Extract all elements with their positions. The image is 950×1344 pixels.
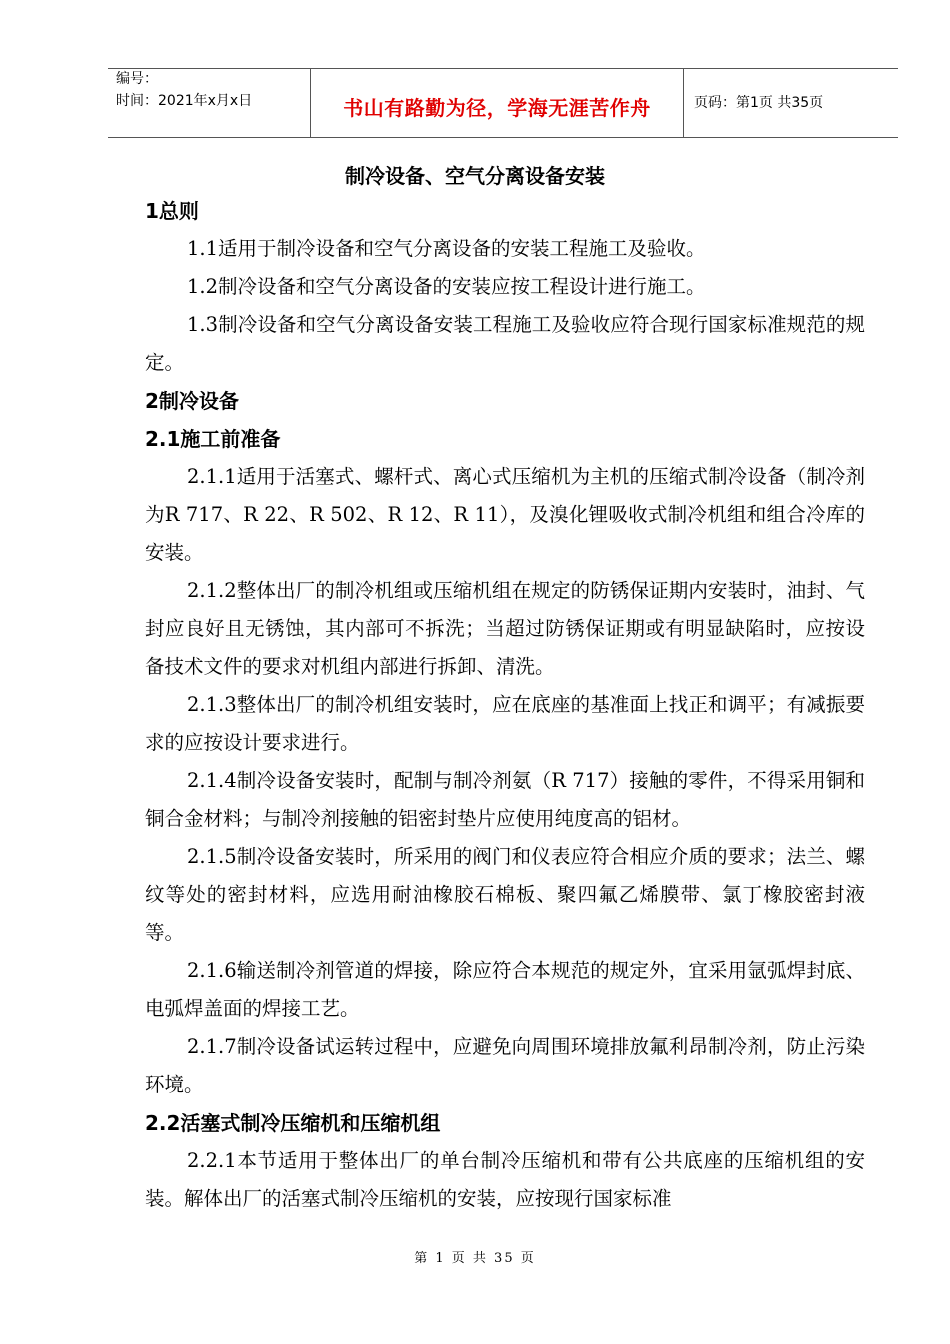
section-heading: 2.1施工前准备 — [145, 427, 281, 451]
paragraph: 1.1适用于制冷设备和空气分离设备的安装工程施工及验收。 — [187, 237, 706, 260]
paragraph: 2.1.1适用于活塞式、螺杆式、离心式压缩机为主机的压缩式制冷设备（制冷剂为R 717、R 22、R 502、R 12、R 11），及溴化锂吸收式制冷机组和组合冷库的安装。 — [145, 465, 865, 564]
paragraph: 2.2.1本节适用于整体出厂的单台制冷压缩机和带有公共底座的压缩机组的安装。解体出厂的活塞式制冷压缩机的安装，应按现行国家标准 — [145, 1149, 865, 1210]
header-table — [108, 68, 898, 138]
paragraph: 2.1.2整体出厂的制冷机组或压缩机组在规定的防锈保证期内安装时，油封、气封应良好且无锈蚀，其内部可不拆洗；当超过防锈保证期或有明显缺陷时，应按设备技术文件的要求对机组内部进行拆卸、清洗。 — [145, 579, 865, 678]
header-meta-cell — [108, 69, 311, 137]
paragraph: 2.1.7制冷设备试运转过程中，应避免向周围环境排放氟利昂制冷剂，防止污染环境。 — [145, 1035, 865, 1096]
header-motto: 书山有路勤为径，学海无涯苦作舟 — [343, 96, 651, 120]
header-motto-cell — [311, 69, 684, 137]
section-heading: 2.2活塞式制冷压缩机和压缩机组 — [145, 1111, 441, 1135]
document-body — [145, 192, 865, 1218]
header-page-info: 页码：第1页 共35页 — [694, 95, 824, 111]
section-heading: 2制冷设备 — [145, 389, 239, 413]
section-heading: 1总则 — [145, 199, 199, 223]
paragraph: 2.1.4制冷设备安装时，配制与制冷剂氨（R 717）接触的零件，不得采用铜和铜合金材料；与制冷剂接触的铝密封垫片应使用纯度高的铝材。 — [145, 769, 865, 830]
paragraph: 1.3制冷设备和空气分离设备安装工程施工及验收应符合现行国家标准规范的规定。 — [145, 313, 865, 374]
document-number-label: 编号： — [116, 71, 158, 87]
page-footer: 第 1 页 共 35 页 — [414, 1251, 536, 1266]
paragraph: 2.1.3整体出厂的制冷机组安装时，应在底座的基准面上找正和调平；有减振要求的应按设计要求进行。 — [145, 693, 865, 754]
paragraph: 1.2制冷设备和空气分离设备的安装应按工程设计进行施工。 — [187, 275, 706, 298]
paragraph: 2.1.5制冷设备安装时，所采用的阀门和仪表应符合相应介质的要求；法兰、螺纹等处的密封材料，应选用耐油橡胶石棉板、聚四氟乙烯膜带、氯丁橡胶密封液等。 — [145, 845, 865, 944]
document-title: 制冷设备、空气分离设备安装 — [345, 164, 605, 188]
document-time-label: 时间：2021年x月x日 — [116, 93, 253, 109]
paragraph: 2.1.6输送制冷剂管道的焊接，除应符合本规范的规定外，宜采用氩弧焊封底、电弧焊盖面的焊接工艺。 — [145, 959, 865, 1020]
header-page-cell — [684, 69, 898, 137]
